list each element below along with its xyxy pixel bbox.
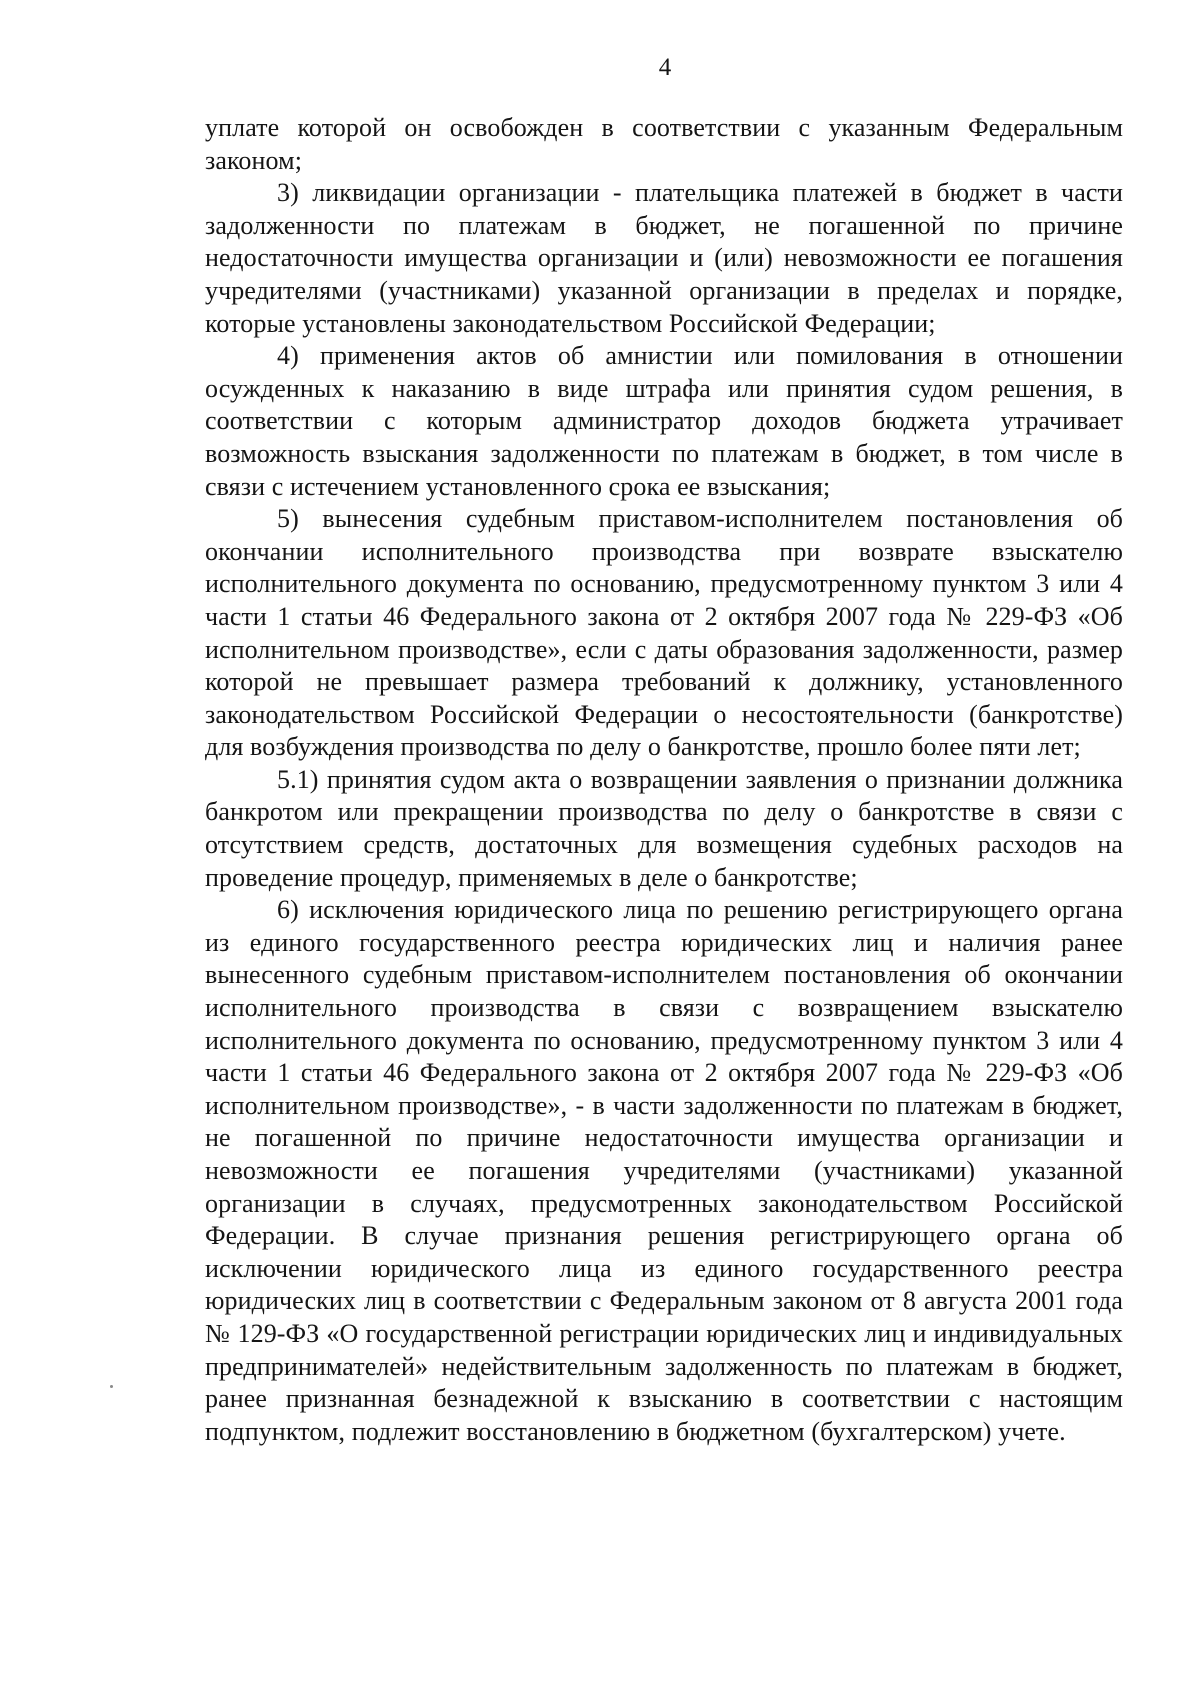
scan-speck — [110, 1385, 113, 1388]
document-body — [205, 112, 1123, 1448]
paragraph-item-5: 5) вынесения судебным приставом-исполнителем постановления об окончании исполнительного производства при возврате взыскателю исполнительного документа по основанию, предусмотренному пунктом 3 или 4 части 1 статьи 46 Федерального закона от 2 октября 2007 года № 229-ФЗ «Об исполнительном производстве», если с даты образования задолженности, размер которой не превышает размера требований к должнику, установленного законодательством Российской Федерации о несостоятельности (банкротстве) для возбуждения производства по делу о банкротстве, прошло более пяти лет; — [205, 504, 1123, 762]
paragraph-continuation: уплате которой он освобожден в соответствии с указанным Федеральным законом; — [205, 113, 1123, 175]
paragraph-item-4: 4) применения актов об амнистии или помилования в отношении осужденных к наказанию в виде штрафа или принятия судом решения, в соответствии с которым администратор доходов бюджета утрачивает возможность взыскания задолженности по платежам в бюджет, в том числе в связи с истечением установленного срока ее взыскания; — [205, 341, 1123, 501]
paragraph-item-6: 6) исключения юридического лица по решению регистрирующего органа из единого государственного реестра юридических лиц и наличия ранее вынесенного судебным приставом-исполнителем постановления об окончании исполнительного производства в связи с возвращением взыскателю исполнительного документа по основанию, предусмотренному пунктом 3 или 4 части 1 статьи 46 Федерального закона от 2 октября 2007 года № 229-ФЗ «Об исполнительном производстве», - в части задолженности по платежам в бюджет, не погашенной по причине недостаточности имущества организации и невозможности ее погашения учредителями (участниками) указанной организации в случаях, предусмотренных законодательством Российской Федерации. В случае признания решения регистрирующего органа об исключении юридического лица из единого государственного реестра юридических лиц в соответствии с Федеральным законом от 8 августа 2001 года № 129-ФЗ «О государственной регистрации юридических лиц и индивидуальных предпринимателей» недействительным задолженность по платежам в бюджет, ранее признанная безнадежной к взысканию в соответствии с настоящим подпунктом, подлежит восстановлению в бюджетном (бухгалтерском) учете. — [205, 895, 1123, 1446]
paragraph-item-3: 3) ликвидации организации - плательщика платежей в бюджет в части задолженности по платежам в бюджет, не погашенной по причине недостаточности имущества организации и (или) невозможности ее погашения учредителями (участниками) указанной организации в пределах и порядке, которые установлены законодательством Российской Федерации; — [205, 178, 1123, 338]
paragraph-item-5-1: 5.1) принятия судом акта о возвращении заявления о признании должника банкротом или прекращении производства по делу о банкротстве в связи с отсутствием средств, достаточных для возмещения судебных расходов на проведение процедур, применяемых в деле о банкротстве; — [205, 764, 1123, 892]
page-number: 4 — [658, 54, 672, 81]
